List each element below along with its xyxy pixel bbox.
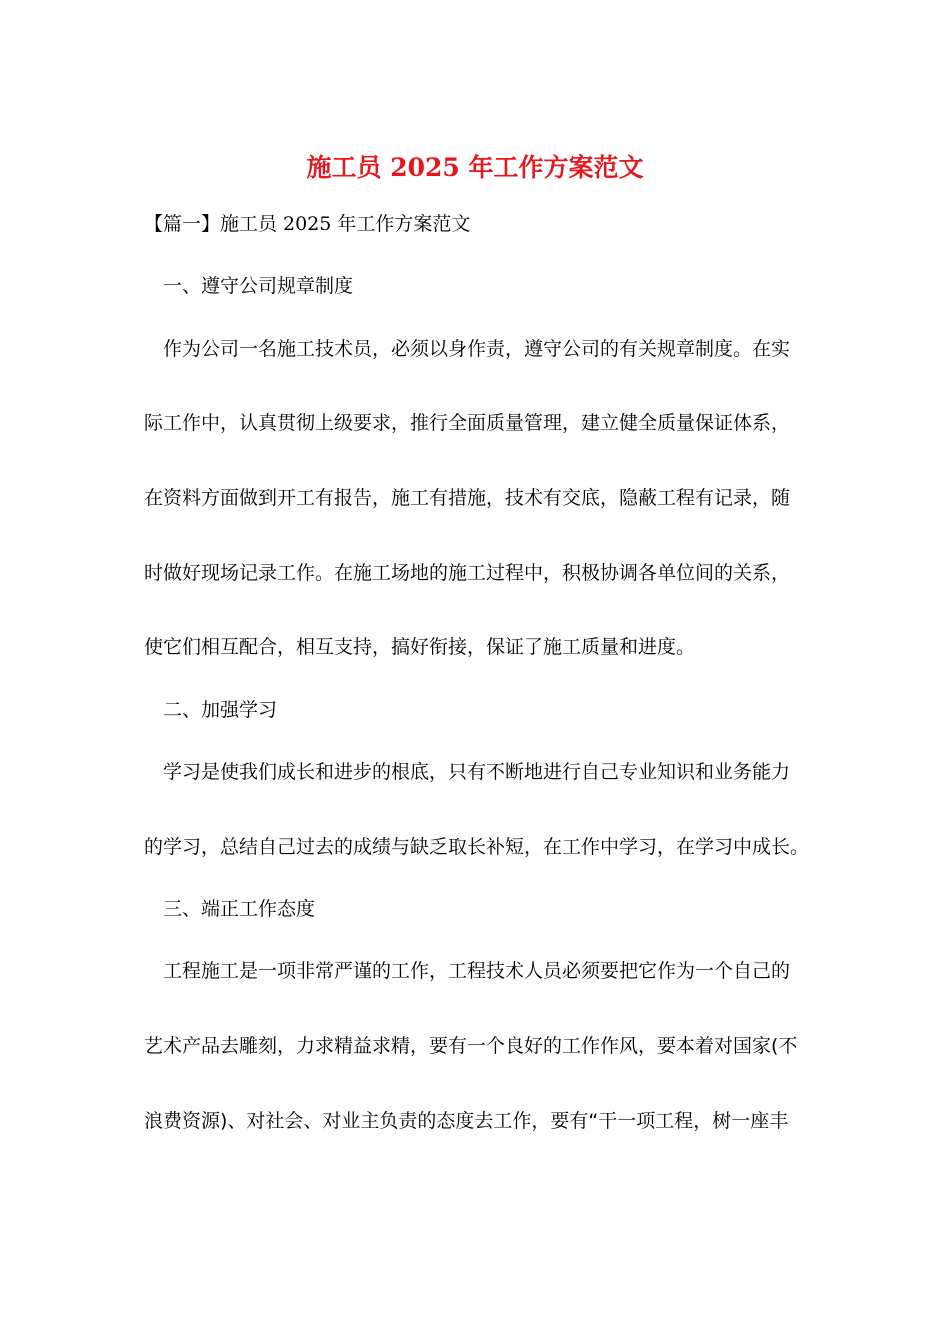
paragraph-line: 的学习，总结自己过去的成绩与缺乏取长补短，在工作中学习，在学习中成长。 bbox=[144, 836, 810, 858]
paragraph-line: 作为公司一名施工技术员，必须以身作责，遵守公司的有关规章制度。在实 bbox=[163, 338, 791, 360]
section-heading-3: 三、端正工作态度 bbox=[163, 898, 316, 920]
paragraph-line: 艺术产品去雕刻，力求精益求精，要有一个良好的工作作风，要本着对国家(不 bbox=[144, 1035, 798, 1057]
part-label: 【篇一】施工员 2025 年工作方案范文 bbox=[144, 213, 471, 235]
section-heading-1: 一、遵守公司规章制度 bbox=[163, 275, 354, 297]
paragraph-line: 浪费资源)、对社会、对业主负责的态度去工作，要有“干一项工程，树一座丰 bbox=[144, 1110, 789, 1132]
paragraph-line: 际工作中，认真贯彻上级要求，推行全面质量管理，建立健全质量保证体系， bbox=[144, 412, 791, 434]
paragraph-line: 时做好现场记录工作。在施工场地的施工过程中，积极协调各单位间的关系， bbox=[144, 562, 791, 584]
document-title: 施工员 2025 年工作方案范文 bbox=[306, 153, 644, 182]
paragraph-line: 工程施工是一项非常严谨的工作，工程技术人员必须要把它作为一个自己的 bbox=[163, 960, 791, 982]
paragraph-line: 学习是使我们成长和进步的根底，只有不断地进行自己专业知识和业务能力 bbox=[163, 761, 791, 783]
paragraph-line: 在资料方面做到开工有报告，施工有措施，技术有交底，隐蔽工程有记录，随 bbox=[144, 487, 791, 509]
paragraph-line: 使它们相互配合，相互支持，搞好衔接，保证了施工质量和进度。 bbox=[144, 636, 696, 658]
section-heading-2: 二、加强学习 bbox=[163, 699, 278, 721]
